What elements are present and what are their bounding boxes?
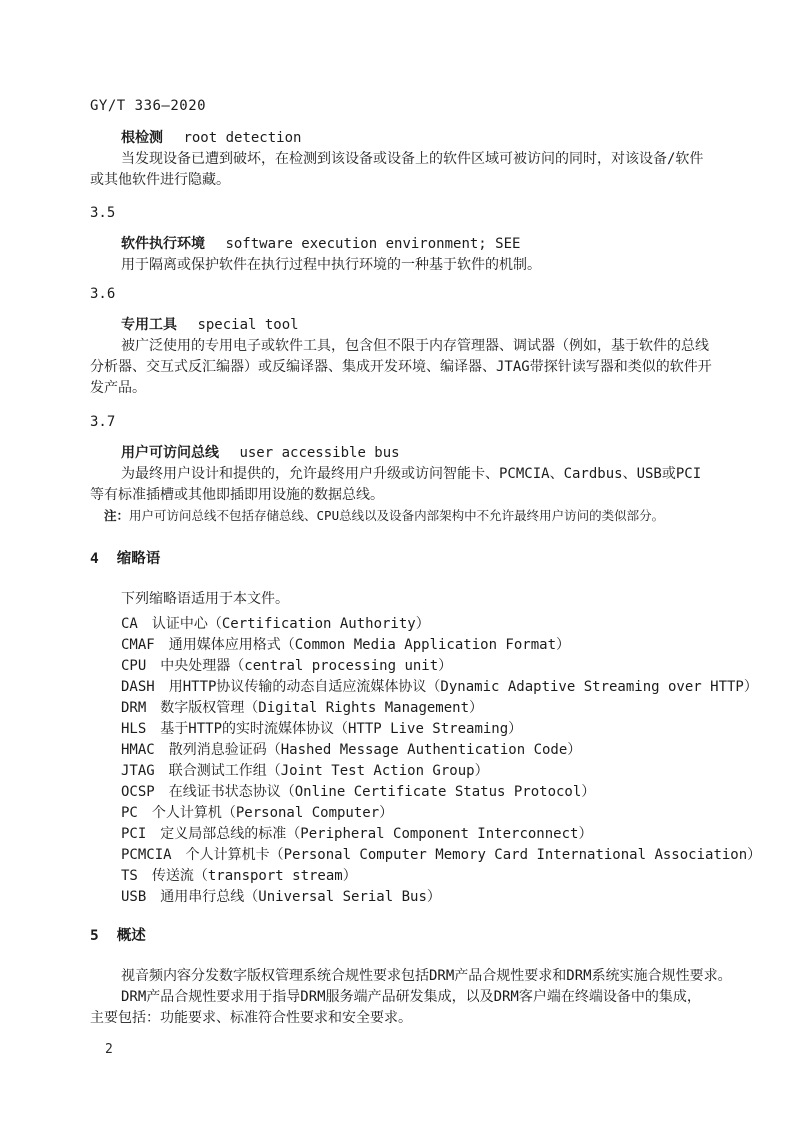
section-title: 缩略语 (116, 551, 161, 567)
note-text: 用户可访问总线不包括存储总线、CPU总线以及设备内部架构中不允许最终用户访问的类似部分。 (129, 508, 665, 523)
abbr-code: DASH (121, 679, 155, 695)
term-zh: 软件执行环境 (121, 236, 205, 252)
abbreviation-row (90, 635, 712, 656)
abbr-desc: 散列消息验证码（Hashed Message Authentication Code） (168, 742, 582, 758)
section-number: 4 (90, 551, 99, 567)
term-definition: 为最终用户设计和提供的，允许最终用户升级或访问智能卡、PCMCIA、Cardbus、USB或PCI等有标准插槽或其他即插即用设施的数据总线。 (90, 466, 702, 503)
term-title-special-tool (90, 315, 712, 336)
abbr-desc: 联合测试工作组（Joint Test Action Group） (168, 763, 489, 779)
clause-number-3-7: 3.7 (90, 414, 116, 430)
term-en: user accessible bus (239, 445, 400, 461)
abbreviation-row (90, 782, 712, 803)
clause-number-3-6: 3.6 (90, 286, 116, 302)
term-definition: 用于隔离或保护软件在执行过程中执行环境的一种基于软件的机制。 (121, 257, 541, 273)
abbr-desc: 个人计算机（Personal Computer） (151, 805, 394, 821)
abbr-code: PCMCIA (121, 847, 172, 863)
abbr-code: CMAF (121, 637, 155, 653)
abbreviation-row (90, 656, 712, 677)
abbr-desc: 基于HTTP的实时流媒体协议（HTTP Live Streaming） (160, 721, 523, 737)
abbreviation-row (90, 614, 712, 635)
section-heading-overview (90, 926, 712, 947)
abbreviation-row (90, 698, 712, 719)
term-en: software execution environment; SEE (225, 236, 521, 252)
abbr-code: JTAG (121, 763, 155, 779)
abbreviation-row (90, 719, 712, 740)
term-note (90, 506, 712, 526)
abbr-desc: 在线证书状态协议（Online Certificate Status Protocol） (168, 784, 596, 800)
abbr-code: USB (121, 889, 147, 905)
abbr-code: DRM (121, 700, 147, 716)
abbr-code: PC (121, 805, 138, 821)
abbr-desc: 用HTTP协议传输的动态自适应流媒体协议（Dynamic Adaptive Streaming over HTTP） (168, 679, 758, 695)
abbr-desc: 定义局部总线的标准（Peripheral Component Interconnect） (160, 826, 593, 842)
section-title: 概述 (116, 928, 146, 944)
abbr-desc: 个人计算机卡（Personal Computer Memory Card International Association） (185, 847, 762, 863)
abbreviation-row (90, 761, 712, 782)
term-zh: 根检测 (121, 130, 163, 146)
abbreviations-intro: 下列缩略语适用于本文件。 (121, 591, 289, 607)
term-en: root detection (183, 130, 302, 146)
abbr-code: HMAC (121, 742, 155, 758)
standard-number-header: GY/T 336—2020 (90, 98, 207, 114)
abbr-desc: 通用媒体应用格式（Common Media Application Format） (168, 637, 571, 653)
section-number: 5 (90, 928, 99, 944)
abbr-desc: 认证中心（Certification Authority） (151, 616, 430, 632)
abbr-code: CPU (121, 658, 147, 674)
term-zh: 用户可访问总线 (121, 445, 219, 461)
overview-paragraph: DRM产品合规性要求用于指导DRM服务端产品研发集成，以及DRM客户端在终端设备中的集成，主要包括：功能要求、标准符合性要求和安全要求。 (90, 989, 701, 1026)
note-label: 注： (104, 508, 130, 523)
page-number: 2 (105, 1042, 113, 1057)
abbr-code: HLS (121, 721, 147, 737)
clause-number-3-5: 3.5 (90, 205, 116, 221)
abbr-desc: 传送流（transport stream） (151, 868, 357, 884)
abbreviation-row (90, 887, 712, 908)
overview-paragraph: 视音频内容分发数字版权管理系统合规性要求包括DRM产品合规性要求和DRM系统实施合规性要求。 (121, 968, 732, 984)
section-heading-abbreviations (90, 549, 712, 570)
term-zh: 专用工具 (121, 317, 177, 333)
abbreviation-row (90, 824, 712, 845)
abbr-code: OCSP (121, 784, 155, 800)
abbr-desc: 通用串行总线（Universal Serial Bus） (160, 889, 441, 905)
abbr-desc: 中央处理器（central processing unit） (160, 658, 453, 674)
abbreviation-row (90, 845, 762, 866)
abbr-code: TS (121, 868, 138, 884)
term-title-user-accessible-bus (90, 443, 712, 464)
term-title-root-detection (90, 128, 712, 149)
abbr-code: CA (121, 616, 138, 632)
term-en: special tool (197, 317, 299, 333)
abbreviation-row (90, 677, 758, 698)
abbr-desc: 数字版权管理（Digital Rights Management） (160, 700, 484, 716)
term-definition: 被广泛使用的专用电子或软件工具，包含但不限于内存管理器、调试器（例如，基于软件的总线分析器、交互式反汇编器）或反编译器、集成开发环境、编译器、JTAG带探针读写器和类似的软件开发产品。 (90, 338, 712, 396)
abbreviation-row (90, 740, 712, 761)
term-definition: 当发现设备已遭到破坏，在检测到该设备或设备上的软件区域可被访问的同时，对该设备/软件或其他软件进行隐藏。 (90, 151, 704, 188)
term-title-see (90, 234, 712, 255)
abbreviation-list (90, 614, 762, 908)
abbr-code: PCI (121, 826, 147, 842)
abbreviation-row (90, 803, 712, 824)
abbreviation-row (90, 866, 712, 887)
